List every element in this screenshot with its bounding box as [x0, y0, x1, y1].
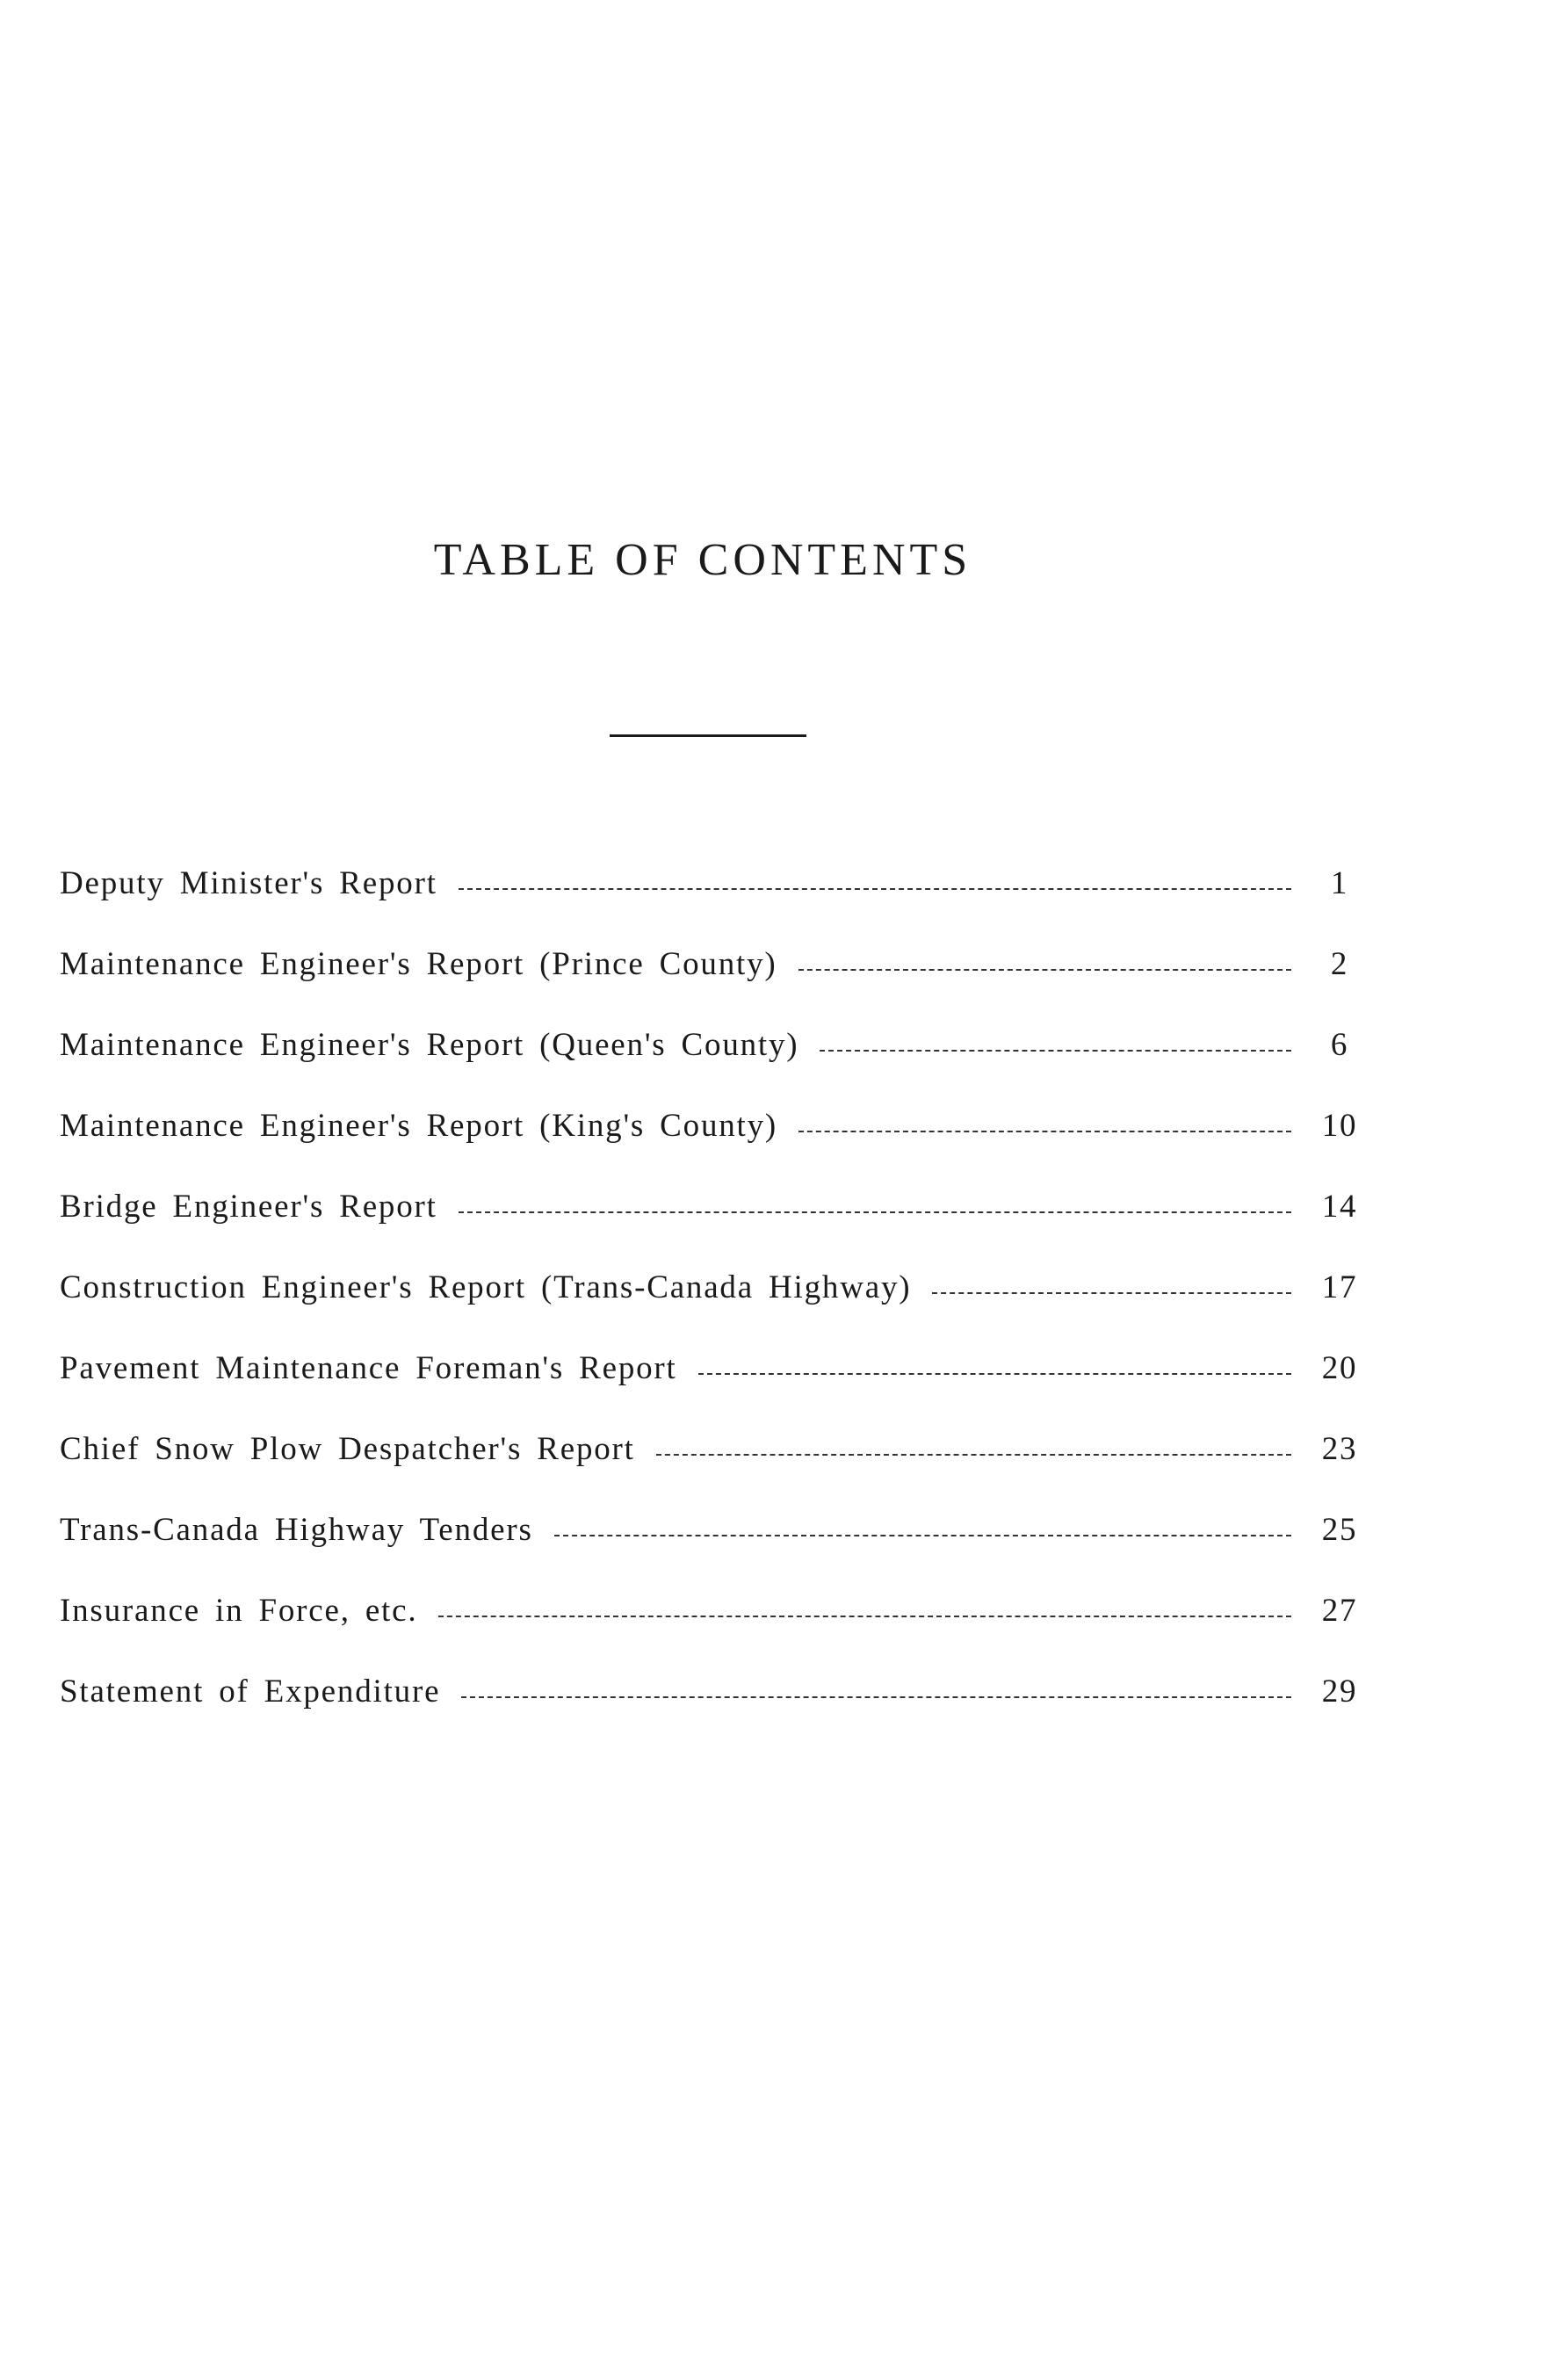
toc-entry-page: 1: [1330, 865, 1349, 901]
toc-entry-page: 17: [1321, 1269, 1358, 1305]
toc-entry-title: Chief Snow Plow Despatcher's Report: [60, 1431, 635, 1467]
dot-leader: [656, 1454, 1291, 1456]
dot-leader: [798, 969, 1291, 971]
table-of-contents: [60, 864, 1370, 1753]
toc-entry: [60, 1592, 1370, 1673]
dot-leader: [459, 1211, 1291, 1213]
toc-entry: [60, 1269, 1370, 1349]
toc-entry: [60, 1511, 1370, 1592]
toc-entry-page: 25: [1321, 1512, 1358, 1548]
title-divider: [610, 734, 806, 737]
toc-entry: [60, 864, 1370, 945]
toc-entry-title: Statement of Expenditure: [60, 1674, 441, 1710]
toc-entry-page: 20: [1321, 1350, 1358, 1386]
toc-entry: [60, 1107, 1370, 1188]
toc-entry-title: Maintenance Engineer's Report (Prince County): [60, 946, 777, 982]
toc-entry-page: 27: [1321, 1593, 1358, 1629]
dot-leader: [932, 1292, 1291, 1294]
toc-entry-page: 6: [1330, 1027, 1349, 1063]
toc-entry-title: Pavement Maintenance Foreman's Report: [60, 1350, 677, 1386]
toc-entry: [60, 1349, 1370, 1430]
toc-entry-page: 29: [1321, 1674, 1358, 1710]
dot-leader: [459, 888, 1291, 890]
toc-entry-title: Trans-Canada Highway Tenders: [60, 1512, 533, 1548]
toc-entry-title: Insurance in Force, etc.: [60, 1593, 418, 1629]
toc-entry-title: Construction Engineer's Report (Trans-Canada Highway): [60, 1269, 912, 1305]
toc-entry-page: 23: [1321, 1431, 1358, 1467]
toc-entry-page: 2: [1330, 946, 1349, 982]
dot-leader: [698, 1373, 1291, 1375]
toc-entry-title: Maintenance Engineer's Report (Queen's County): [60, 1027, 799, 1063]
toc-entry: [60, 1188, 1370, 1269]
toc-entry: [60, 1026, 1370, 1107]
dot-leader: [461, 1696, 1291, 1698]
toc-entry-title: Maintenance Engineer's Report (King's County): [60, 1108, 778, 1144]
dot-leader: [554, 1535, 1291, 1536]
toc-entry: [60, 945, 1370, 1026]
page-title: TABLE OF CONTENTS: [433, 535, 972, 585]
toc-entry-title: Deputy Minister's Report: [60, 865, 437, 901]
dot-leader: [438, 1616, 1291, 1617]
toc-entry: [60, 1673, 1370, 1753]
toc-entry-title: Bridge Engineer's Report: [60, 1189, 437, 1225]
dot-leader: [798, 1131, 1291, 1132]
dot-leader: [820, 1050, 1291, 1052]
toc-entry: [60, 1430, 1370, 1511]
toc-entry-page: 10: [1321, 1108, 1358, 1144]
toc-entry-page: 14: [1321, 1189, 1358, 1225]
